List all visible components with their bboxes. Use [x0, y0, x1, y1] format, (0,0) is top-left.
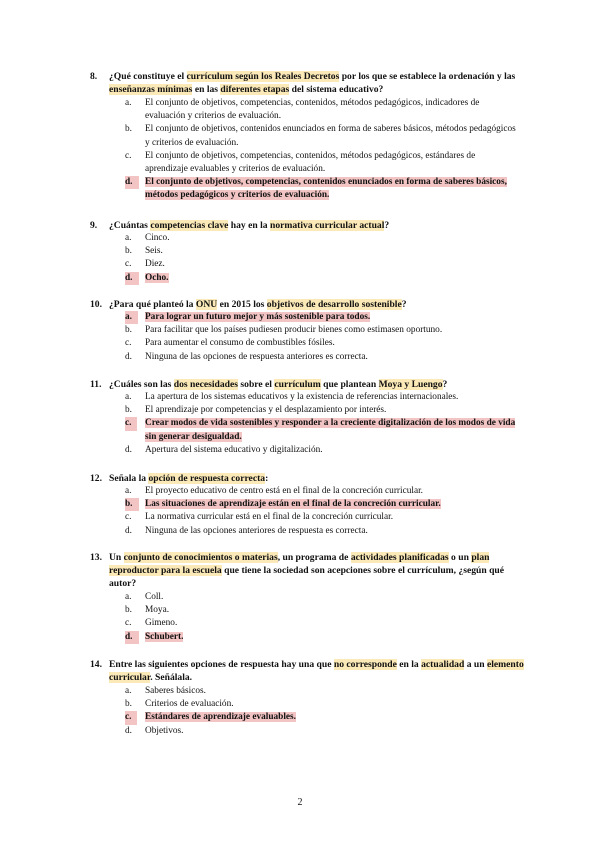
question-text-part: en las [192, 84, 221, 96]
option-letter: a. [125, 686, 132, 696]
option-letter: b. [125, 246, 132, 257]
question-keyword-highlight: objetivos de desarrollo sostenible [266, 299, 402, 310]
option-text: Criterios de evaluación. [145, 699, 234, 710]
page-number: 2 [297, 797, 303, 808]
option-letter: d. [125, 444, 132, 455]
option-letter: c. [125, 512, 132, 523]
option-letter: d. [125, 272, 139, 285]
option-letter: c. [125, 618, 132, 629]
question-text-part: a un [464, 659, 487, 670]
option-text: Coll. [145, 592, 164, 602]
answer-option-d [125, 725, 520, 738]
option-letter: d. [125, 176, 139, 189]
option-letter: d. [125, 525, 132, 536]
answer-option-a-correct [125, 311, 520, 324]
option-text: Gimeno. [145, 618, 178, 629]
option-letter: b. [125, 699, 132, 710]
question-number: 9. [90, 220, 98, 231]
option-text: El conjunto de objetivos, contenidos enunciados en forma de saberes básicos, métodos pedagógicos y criterios de evaluación. [145, 124, 516, 148]
option-letter: c. [125, 711, 137, 724]
answer-option-b [125, 324, 520, 337]
question-keyword-highlight: conjunto de conocimientos o materias [123, 552, 278, 563]
answer-option-d [125, 444, 520, 457]
question-10-options [125, 311, 520, 364]
answer-option-c [125, 258, 520, 271]
answer-option-b [125, 404, 520, 417]
question-number: 10. [90, 299, 102, 310]
option-text: El conjunto de objetivos, competencias, contenidos, métodos pedagógicos, indicadores de evaluación y criterios de evaluación. [145, 98, 480, 122]
question-keyword-highlight: plan reproductor para la escuela [109, 552, 490, 577]
question-text [109, 378, 530, 391]
option-letter: b. [125, 605, 132, 616]
question-text-part: ? [401, 299, 407, 310]
option-letter: b. [125, 498, 139, 511]
option-text: Para facilitar que los países pudiesen producir bienes como estimasen oportuno. [145, 325, 443, 336]
option-text: Las situaciones de aprendizaje están en el final de la concreción curricular. [145, 499, 441, 510]
answer-option-a [125, 232, 520, 245]
question-text-part: sobre el [238, 379, 275, 390]
answer-option-a [125, 591, 520, 604]
question-text-part: ¿Cuáles son las [109, 379, 174, 390]
question-keyword-highlight: actividades planificadas [350, 552, 449, 563]
question-text-part: en la [396, 659, 422, 670]
question-keyword-highlight: enseñanzas mínimas [109, 84, 193, 96]
answer-option-d-correct [125, 631, 520, 644]
question-text-part: hay en la [228, 220, 270, 231]
answer-option-a [125, 391, 520, 404]
question-keyword-highlight: actualidad [421, 659, 465, 670]
answer-option-a [125, 97, 520, 123]
question-keyword-highlight: Moya y Luengo [378, 379, 443, 390]
question-11-options [125, 391, 520, 457]
question-keyword-highlight: opción de respuesta correcta [148, 473, 266, 484]
question-text-part: o un [448, 552, 472, 563]
option-letter: a. [125, 233, 132, 243]
option-text: Para lograr un futuro mejor y más sostenible para todos. [145, 312, 371, 322]
question-text-part: que plantean [320, 379, 379, 390]
question-9-options [125, 232, 520, 285]
question-number: 13. [90, 552, 102, 563]
question-text-part: : [265, 473, 269, 484]
option-letter: c. [125, 417, 137, 430]
answer-option-d-correct [125, 272, 520, 285]
question-number: 12. [90, 473, 102, 484]
question-text-part: ¿Qué constituye el [109, 71, 187, 82]
option-letter: a. [125, 311, 138, 324]
question-12 [90, 472, 530, 485]
question-text-part: . Señálala. [150, 672, 193, 684]
question-number: 8. [90, 71, 98, 82]
question-text-part: , un programa de [277, 552, 351, 563]
option-text: Ocho. [145, 272, 169, 283]
answer-option-c-correct [125, 711, 520, 724]
question-number: 14. [90, 659, 102, 670]
option-letter: d. [125, 725, 132, 736]
option-letter: b. [125, 405, 132, 416]
question-text [109, 298, 530, 311]
question-text-part: ¿Cuántas [109, 220, 151, 231]
option-letter: c. [125, 338, 132, 349]
option-letter: c. [125, 259, 132, 270]
answer-option-a [125, 685, 520, 698]
option-text: Crear modos de vida sostenibles y responder a la creciente digitalización de los modos de vida sin generar desigualdad. [145, 418, 516, 442]
answer-option-b [125, 604, 520, 617]
question-keyword-highlight: competencias clave [150, 220, 229, 231]
option-text: La normativa curricular está en el final de la concreción curricular. [145, 512, 394, 523]
option-text: El aprendizaje por competencias y el desplazamiento por interés. [145, 405, 387, 416]
answer-option-d [125, 525, 520, 538]
option-text: Moya. [145, 605, 170, 616]
answer-option-c-correct [125, 417, 520, 443]
option-letter: a. [125, 392, 132, 402]
question-keyword-highlight: normativa curricular actual [269, 220, 385, 231]
answer-option-d [125, 351, 520, 364]
question-11 [90, 378, 530, 391]
question-text [109, 472, 530, 485]
question-10 [90, 298, 530, 311]
question-8-options [125, 97, 520, 203]
option-text: El conjunto de objetivos, competencias, contenidos, métodos pedagógicos, estándares de aprendizaje evaluables y criterios de evaluación. [145, 150, 476, 175]
question-keyword-highlight: ONU [195, 299, 218, 310]
option-letter: c. [125, 150, 132, 161]
answer-option-b [125, 123, 520, 149]
option-letter: a. [125, 98, 132, 108]
question-text [109, 551, 530, 591]
question-text-part: ? [384, 220, 390, 231]
question-keyword-highlight: no corresponde [333, 659, 397, 670]
question-13 [90, 551, 530, 591]
question-8 [90, 70, 530, 96]
answer-option-b-correct [125, 498, 520, 511]
question-text [109, 219, 530, 232]
option-letter: a. [125, 486, 132, 496]
answer-option-d-correct [125, 176, 520, 202]
question-12-options [125, 485, 520, 538]
option-text: Seis. [145, 246, 163, 257]
question-number: 11. [90, 379, 102, 390]
option-text: Apertura del sistema educativo y digitalización. [145, 444, 323, 455]
option-text: Objetivos. [145, 725, 184, 736]
question-9 [90, 219, 530, 232]
question-14 [90, 658, 530, 684]
option-text: Diez. [145, 259, 165, 270]
question-text [109, 70, 530, 96]
option-text: El conjunto de objetivos, competencias, contenidos enunciados en forma de saberes básicos, métodos pedagógicos y criterios de evaluación. [145, 177, 507, 201]
option-text: Saberes básicos. [145, 686, 206, 696]
question-keyword-highlight: currículum según los Reales Decretos [186, 71, 340, 82]
question-text-part: ? [442, 379, 448, 390]
option-text: El proyecto educativo de centro está en el final de la concreción curricular. [145, 486, 423, 496]
option-text: Ninguna de las opciones anteriores de respuesta es correcta. [145, 525, 368, 536]
question-text-part: ¿Para qué planteó la [109, 299, 196, 310]
question-14-options [125, 685, 520, 738]
answer-option-c [125, 337, 520, 350]
question-13-options [125, 591, 520, 644]
question-text-part: del sistema educativo? [289, 84, 384, 96]
option-text: La apertura de los sistemas educativos y la existencia de referencias internacionales. [145, 392, 459, 402]
answer-option-b [125, 698, 520, 711]
option-letter: b. [125, 124, 132, 135]
answer-option-a [125, 485, 520, 498]
question-keyword-highlight: elemento curricular [109, 659, 524, 684]
question-keyword-highlight: currículum [274, 379, 321, 390]
answer-option-b [125, 245, 520, 258]
option-letter: d. [125, 351, 132, 362]
answer-option-c [125, 511, 520, 524]
question-text-part: Entre las siguientes opciones de respuesta hay una que [109, 659, 334, 670]
option-letter: b. [125, 325, 132, 336]
option-letter: d. [125, 631, 139, 644]
option-text: Para aumentar el consumo de combustibles fósiles. [145, 338, 335, 349]
option-text: Ninguna de las opciones de respuesta anteriores es correcta. [145, 351, 368, 362]
question-keyword-highlight: dos necesidades [173, 379, 239, 390]
question-text-part: Un [109, 552, 124, 563]
question-text-part: por los que se establece la ordenación y las [339, 71, 516, 82]
option-text: Estándares de aprendizaje evaluables. [145, 712, 296, 723]
question-text-part: Señala la [109, 473, 149, 484]
option-letter: a. [125, 592, 132, 602]
question-text-part: en 2015 los [217, 299, 267, 310]
option-text: Schubert. [145, 631, 184, 642]
question-text [109, 658, 530, 684]
question-text-part: que tiene la sociedad son acepciones sobre el currículum, ¿según qué autor? [109, 565, 505, 590]
answer-option-c [125, 150, 520, 176]
question-keyword-highlight: diferentes etapas [220, 84, 290, 96]
option-text: Cinco. [145, 233, 170, 243]
answer-option-c [125, 617, 520, 630]
